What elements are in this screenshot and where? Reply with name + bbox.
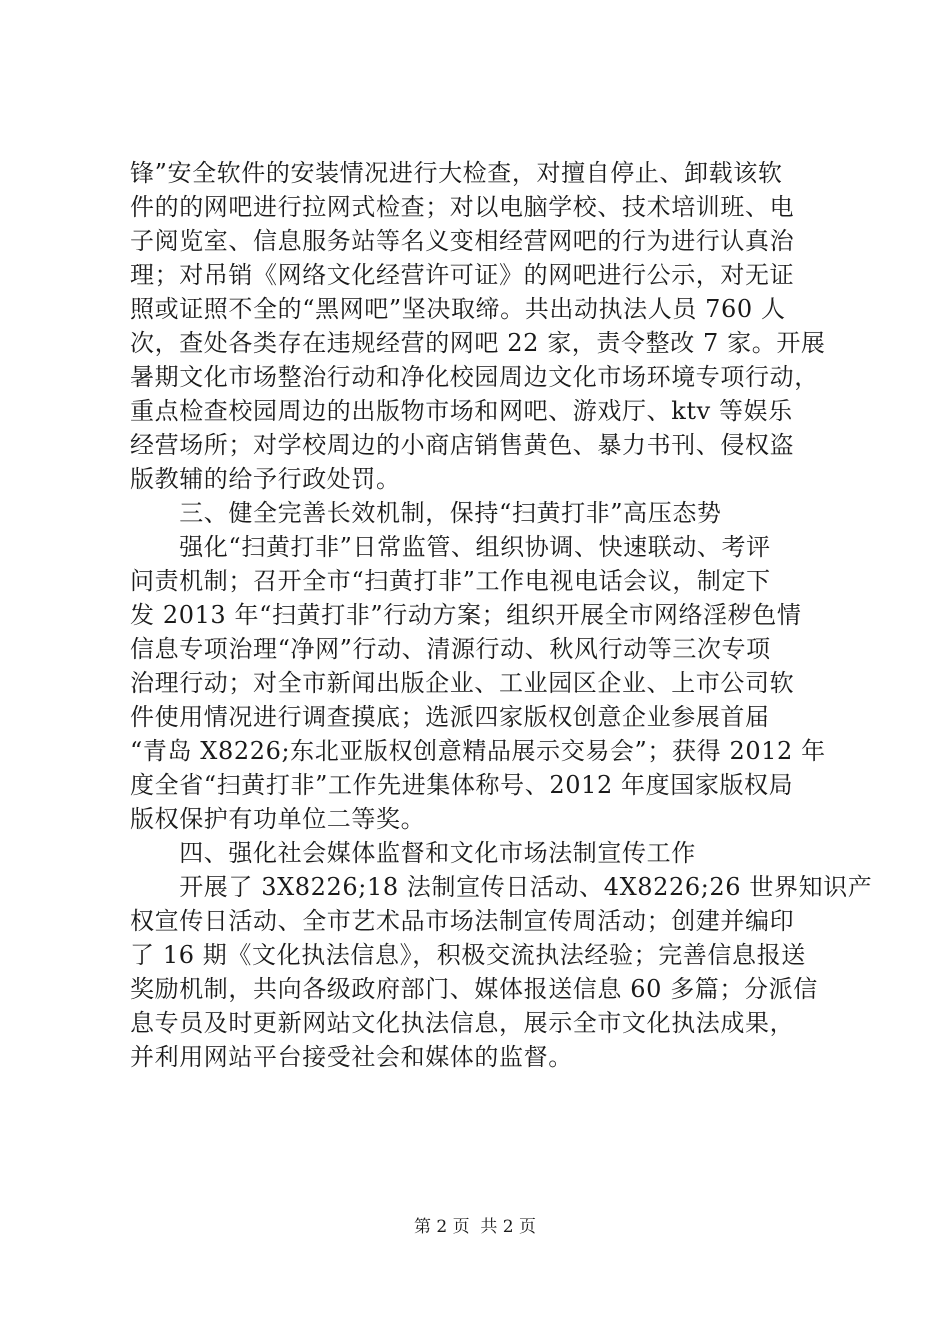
text-line: 件使用情况进行调查摸底；选派四家版权创意企业参展首届 bbox=[130, 703, 770, 731]
text-line: “青岛 X8226;东北亚版权创意精品展示交易会”；获得 2012 年 bbox=[130, 737, 826, 765]
text-line: 治理行动；对全市新闻出版企业、工业园区企业、上市公司软 bbox=[130, 669, 795, 697]
text-line: 件的的网吧进行拉网式检查；对以电脑学校、技术培训班、电 bbox=[130, 193, 795, 221]
text-line: 理；对吊销《网络文化经营许可证》的网吧进行公示，对无证 bbox=[130, 261, 795, 289]
text-line: 信息专项治理“净网”行动、清源行动、秋风行动等三次专项 bbox=[130, 635, 771, 663]
text-line: 权宣传日活动、全市艺术品市场法制宣传周活动；创建并编印 bbox=[130, 907, 795, 935]
text-line: 问责机制；召开全市“扫黄打非”工作电视电话会议，制定下 bbox=[130, 567, 771, 595]
text-line: 经营场所；对学校周边的小商店销售黄色、暴力书刊、侵权盗 bbox=[130, 431, 795, 459]
page-number-footer: 第 2 页 共 2 页 bbox=[413, 1217, 537, 1237]
text-line: 版教辅的给予行政处罚。 bbox=[130, 465, 401, 493]
text-line: 强化“扫黄打非”日常监管、组织协调、快速联动、考评 bbox=[130, 533, 771, 561]
text-line: 度全省“扫黄打非”工作先进集体称号、2012 年度国家版权局 bbox=[130, 771, 794, 799]
text-line: 奖励机制，共向各级政府部门、媒体报送信息 60 多篇；分派信 bbox=[130, 975, 818, 1003]
text-line: 版权保护有功单位二等奖。 bbox=[130, 805, 426, 833]
text-line: 次，查处各类存在违规经营的网吧 22 家，责令整改 7 家。开展 bbox=[130, 329, 826, 357]
text-line: 锋”安全软件的安装情况进行大检查，对擅自停止、卸载该软 bbox=[130, 159, 783, 187]
text-line: 开展了 3X8226;18 法制宣传日活动、4X8226;26 世界知识产 bbox=[130, 873, 873, 901]
text-line: 重点检查校园周边的出版物市场和网吧、游戏厅、ktv 等娱乐 bbox=[130, 397, 793, 425]
text-line: 子阅览室、信息服务站等名义变相经营网吧的行为进行认真治 bbox=[130, 227, 795, 255]
section-heading-4: 四、强化社会媒体监督和文化市场法制宣传工作 bbox=[130, 839, 696, 867]
text-line: 发 2013 年“扫黄打非”行动方案；组织开展全市网络淫秽色情 bbox=[130, 601, 802, 629]
text-line: 暑期文化市场整治行动和净化校园周边文化市场环境专项行动， bbox=[130, 363, 819, 391]
text-line: 了 16 期《文化执法信息》，积极交流执法经验；完善信息报送 bbox=[130, 941, 806, 969]
text-line: 照或证照不全的“黑网吧”坚决取缔。共出动执法人员 760 人 bbox=[130, 295, 786, 323]
text-line: 并利用网站平台接受社会和媒体的监督。 bbox=[130, 1043, 573, 1071]
text-line: 息专员及时更新网站文化执法信息，展示全市文化执法成果， bbox=[130, 1009, 795, 1037]
section-heading-3: 三、健全完善长效机制，保持“扫黄打非”高压态势 bbox=[130, 499, 722, 527]
document-body bbox=[130, 156, 873, 1074]
